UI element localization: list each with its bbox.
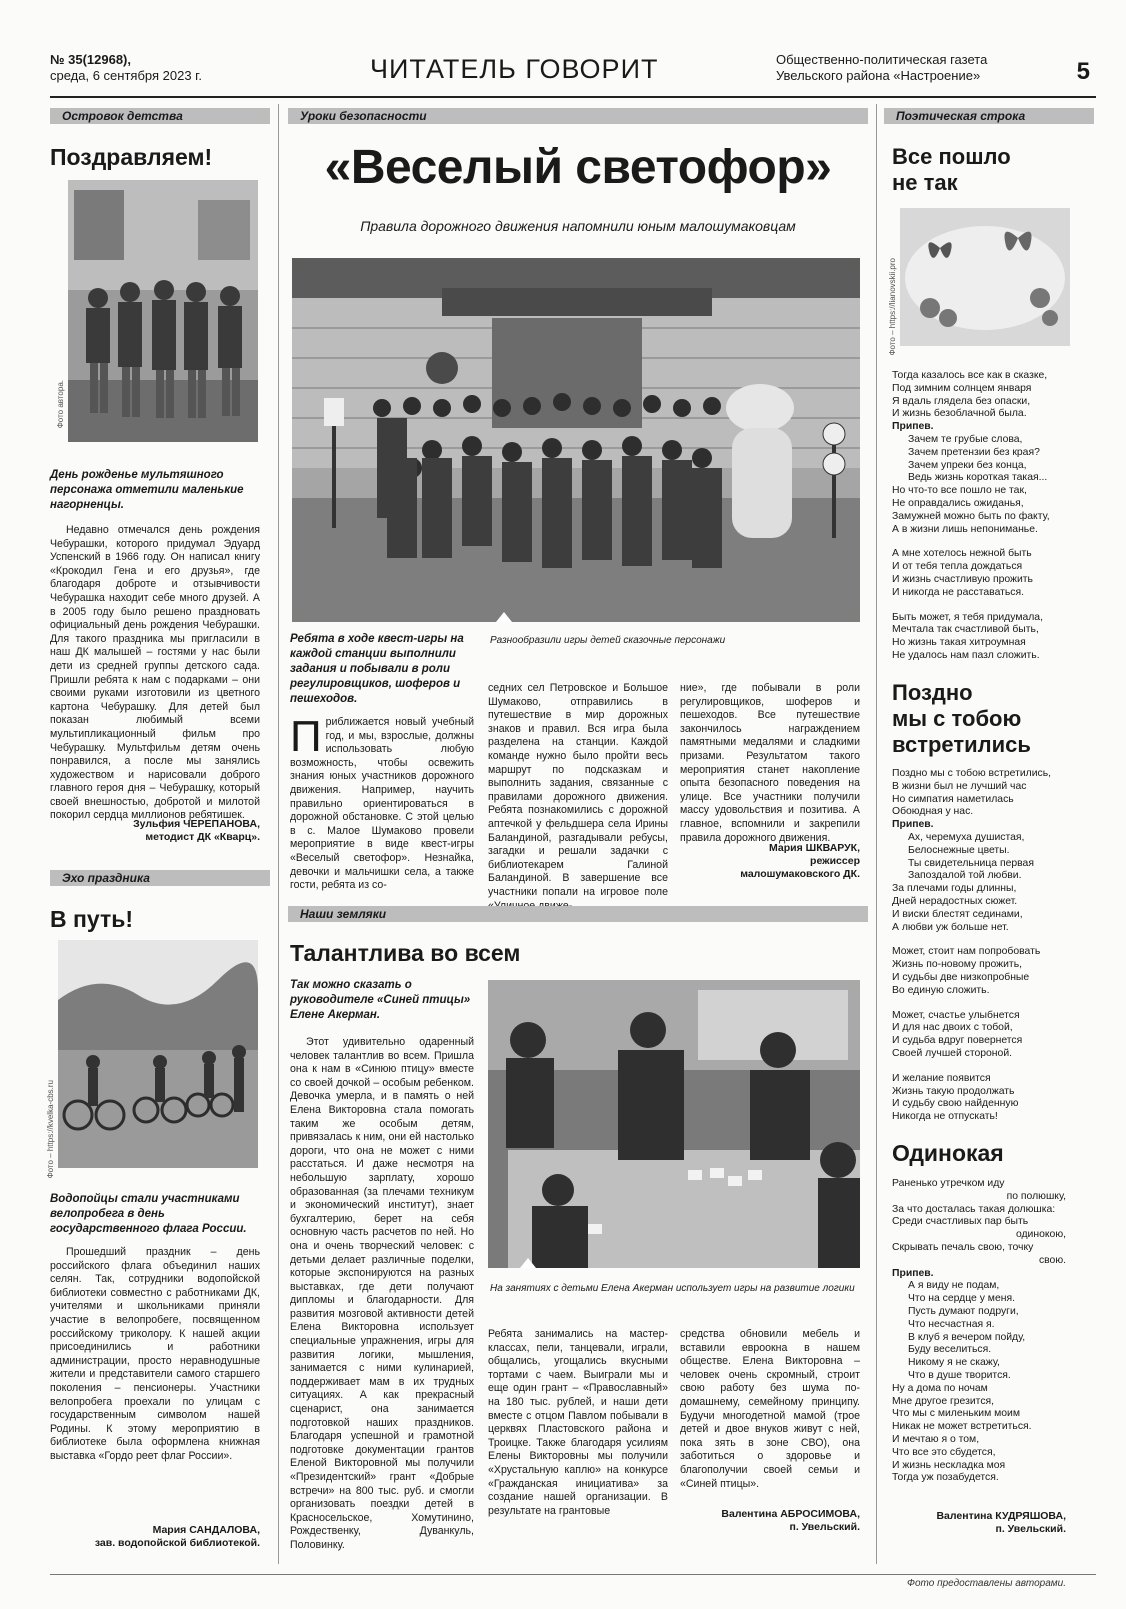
poem-line: Скрывать печаль свою, точку xyxy=(892,1241,1034,1253)
poem-line: Что несчастная я. xyxy=(908,1318,995,1330)
footer-photo-credit: Фото предоставлены авторами. xyxy=(907,1578,1066,1589)
center-top-body-col2-text: седних сел Петровское и Большое Шумаково, отправились в путешествие в мир дорожных знаков и правил. Вся игра была разделена на станции. Каждой команде нужно было пройти весь маршрут по подсказкам и выполнить задания, связанные с правилами дорожного движения. Ребята познакомились с дорожной аптечкой у фельдшера села Ирины Баландиной, разгадывали ребусы, загадки и решали задачки с библиотекарем Галиной Баландиной. В завершение все участники попали на игровое поле xyxy=(488,682,668,898)
left-bottom-body-text: Прошедший праздник – день российского флага объединил наших селян. Так, сотрудники водопойской библиотеки совместно с работниками ДК, учителями и школьниками приняли участие в велопробеге, посвященном российскому триколору. К нашей акции присоединились и работники администрации, просто неравнодушные жители и представители самого старшего поколения – пенсионеры. Участники велопробега проехали по улицам с государственным символом нашей Родины. К этому мероприятию в библиотеке была оформлена книжная выставка «Гордо реет флаг России». xyxy=(50,1246,260,1462)
poem-line: Может, счастье улыбнется xyxy=(892,1009,1020,1021)
poem-line xyxy=(892,998,1092,1010)
poem-line: Но что-то все пошло не так, xyxy=(892,485,1027,497)
poem-line: Белоснежные цветы. xyxy=(908,844,1010,856)
poem-line: Жизнь такую продолжать xyxy=(892,1085,1015,1097)
poem-line: И мечтаю я о том, xyxy=(892,1433,980,1445)
poem-line: За что досталась такая долюшка: xyxy=(892,1203,1056,1215)
section-label-center-top: Уроки безопасности xyxy=(288,108,868,124)
bike-ride-photo xyxy=(58,940,258,1168)
children-birthday-photo xyxy=(68,180,258,442)
center-top-lead: Ребята в ходе квест-игры на каждой станции выполнили задания и побывали в роли регулировщиков, шоферов и пешеходов. xyxy=(290,633,464,705)
poem-line: Дней нерадостных сюжет. xyxy=(892,895,1018,907)
poem-line: Быть может, я тебя придумала, xyxy=(892,611,1043,623)
poem-line: Я вдаль глядела без опаски, xyxy=(892,395,1031,407)
poem-line: Раненько утречком иду xyxy=(892,1178,1005,1189)
signature-name: Мария ШКВАРУК, xyxy=(769,842,860,854)
poem-line: И желание появится xyxy=(892,1072,991,1084)
signature-name: Валентина АБРОСИМОВА, xyxy=(721,1508,860,1520)
poem-line xyxy=(892,600,1092,612)
center-top-body-col1 xyxy=(290,712,474,893)
poem-line: по полюшку, xyxy=(1006,1190,1066,1202)
poem-line: Припев. xyxy=(892,421,934,433)
signature-name: Зульфия ЧЕРЕПАНОВА, xyxy=(133,818,260,830)
photo-credit-left-bottom: Фото – https://kvelka-cbs.ru xyxy=(46,1080,55,1179)
poem-line: Ну а дома по ночам xyxy=(892,1382,988,1394)
poem-line: И никогда не расставаться. xyxy=(892,586,1024,598)
poem-line: Зачем те грубые слова, xyxy=(908,433,1023,445)
poem-line: Среди счастливых пар быть xyxy=(892,1216,1029,1228)
poem-line: И от тебя тепла дождаться xyxy=(892,561,1023,573)
paper-name xyxy=(776,52,1036,84)
poem-line: Ты свидетельница первая xyxy=(908,857,1034,869)
poem-line: Обоюдная у нас. xyxy=(892,806,974,818)
issue-number: № 35(12968), xyxy=(50,52,131,67)
poem-line: Зачем упреки без конца, xyxy=(908,459,1027,471)
poem-line: И судьба вдруг повернется xyxy=(892,1035,1023,1047)
poem-line: За плечами годы длинны, xyxy=(892,883,1017,895)
center-bottom-lead: Так можно сказать о руководителе «Синей птицы» Елене Акерман. xyxy=(290,979,471,1021)
left-bottom-signature xyxy=(50,1524,260,1550)
paper-name-line1: Общественно-политическая газета xyxy=(776,52,988,67)
column-divider-left xyxy=(278,104,279,1564)
poem2-text xyxy=(892,768,1092,1124)
issue-date: среда, 6 сентября 2023 г. xyxy=(50,68,202,83)
poem-line: Никогда не отпускать! xyxy=(892,1111,998,1123)
signature-name: Валентина КУДРЯШОВА, xyxy=(936,1510,1066,1522)
poem2-title-line1: Поздно xyxy=(892,680,973,705)
poem-line: Мне другое грезится, xyxy=(892,1395,995,1407)
center-bottom-caption: На занятиях с детьми Елена Акерман использует игры на развитие логики xyxy=(490,1283,855,1294)
photo-pointer xyxy=(520,1258,536,1268)
poem1-text xyxy=(892,370,1092,663)
poem-line: Жизнь по-новому прожить, xyxy=(892,959,1022,971)
left-top-headline: Поздравляем! xyxy=(50,144,213,170)
poem-line: Ах, черемуха душистая, xyxy=(908,831,1025,843)
center-bottom-body-col1-text: Этот удивительно одаренный человек талантлив во всем. Пришла она к нам в «Синюю птицу» вместе со своей дочкой – особым ребенком. Девочка умерла, и в память о ней Елена Викторовна стала помогать таким же особым детям, привязалась к ним, они ей настолько дороги, что она не может с ними расстаться. И даже несмотря на небольшую зарплату, хорошо образованная (за плечами техникум и экономический институт), знает бухгалтерию, берет на себя основную часть расчетов по ней. Но она и очень творческий человек: с детьми делает различные поделки, которые экспонируются на разных выставках, где дети получают дипломы и благодарности. Для развития мозговой активности детей Елена Викторовна использует специальные упражнения, игры для развития логики, мышления, занимается с ними кулинарией, поддерживает мам в их трудных ситуациях. А как прекрасный сценарист, она занимается подготовкой наших праздников. Благодаря успешной и грамотной подготовке документации грантов Еленой Викторовной мы получили «Президентский» грант «Добрые встречи» на 800 тыс. руб. и смогли организовать поездки детей в Красносельское, Хомутинино, Рождественку, Дуванкуль, Половинку. xyxy=(290,1036,474,1551)
poem-line: Не оправдались ожиданья, xyxy=(892,497,1024,509)
center-top-subhead: Правила дорожного движения напомнили юным малошумаковцам xyxy=(360,218,796,234)
poem2-title-line3: встретились xyxy=(892,732,1031,757)
center-bottom-body-col1 xyxy=(290,1036,474,1553)
poem-line: Зачем претензии без края? xyxy=(908,446,1040,458)
poem-line: И судьбу свою найденную xyxy=(892,1098,1019,1110)
poem-line: Пусть думают подруги, xyxy=(908,1305,1019,1317)
left-top-body-text: Недавно отмечался день рождения Чебурашки, которого придумал Эдуард Успенский в 1966 году. Он написал книгу «Крокодил Гена и его друзья», где благодаря доброте и отзывчивости Чебурашка находит себе много друзей. А в 2005 году было решено праздновать официальный день рождения Чебурашки. Для такого праздника мы пригласили в наш ДК малышей – гостями у нас были дети из средней группы детского сада. Пришли ребята к нам с подарками – они своими руками изготовили из цветного картона Чебурашку. Для детей был показан любимый всеми мультипликационный фильм про Чебурашку. Мультфильм детям очень понравился, а после мы занялись художеством и нарисовали доброго главного героя дня – Чебурашку, который своей внешностью, добротой и милотой покорил сердца миллионов ребятишек. xyxy=(50,524,260,822)
butterflies-photo xyxy=(900,208,1070,346)
poem3-text xyxy=(892,1178,1066,1485)
center-bottom-headline: Талантлива во всем xyxy=(290,940,521,966)
left-top-signature xyxy=(50,818,260,844)
poem-line: Что на сердце у меня. xyxy=(908,1293,1015,1305)
left-top-lead: День рожденье мультяшного персонажа отметили маленькие нагорненцы. xyxy=(50,469,244,511)
page-number: 5 xyxy=(1076,58,1090,85)
center-top-signature xyxy=(680,842,860,881)
poem-line: Поздно мы с тобою встретились, xyxy=(892,768,1052,779)
poem-line: Припев. xyxy=(892,1267,934,1279)
center-top-body-col2 xyxy=(488,682,668,913)
poem-line: Что мы с миленьким моим xyxy=(892,1408,1021,1420)
center-bottom-body-col2 xyxy=(488,1328,668,1518)
traffic-light-event-photo xyxy=(292,258,860,622)
poem-line: одинокою, xyxy=(1015,1229,1066,1241)
left-bottom-body xyxy=(50,1246,260,1464)
poem-line: Может, стоит нам попробовать xyxy=(892,946,1041,958)
poem-line: Припев. xyxy=(892,819,934,831)
poem-line xyxy=(892,536,1092,548)
signature-role: зав. водопойской библиотекой. xyxy=(94,1537,260,1549)
poem-line: Запоздалой той любви. xyxy=(908,870,1022,882)
photo-credit-left-top: Фото автора. xyxy=(56,380,65,429)
poem-line: И судьбы две низкопробные xyxy=(892,971,1030,983)
poem-line: И жизнь счастливую прожить xyxy=(892,573,1033,585)
signature-place: п. Увельский. xyxy=(995,1523,1066,1535)
poem-line: Но симпатия наметилась xyxy=(892,793,1014,805)
center-top-headline: «Веселый светофор» xyxy=(324,141,832,194)
section-label-left-top: Островок детства xyxy=(50,108,270,124)
page-title: ЧИТАТЕЛЬ ГОВОРИТ xyxy=(370,54,659,84)
poem-line: И для нас двоих с тобой, xyxy=(892,1022,1013,1034)
poem-line: И виски блестят сединами, xyxy=(892,908,1023,920)
poem-line: Буду веселиться. xyxy=(908,1344,992,1356)
photo-credit-right: Фото – https://lianovskii.pro xyxy=(888,258,897,356)
center-bottom-body-col3-text: средства обновили мебель и вставили евроокна в нашем обществе. Елена Викторовна – человек очень скромный, строит свою работу без шума по-домашнему, семейному принципу. Будучи многодетной мамой (трое детей и двое внуков живут с ней, пока зять в зоне СВО), она заботиться о здоровье и благополучии своей семьи и «Синей птицы». xyxy=(680,1328,860,1490)
logic-games-photo xyxy=(488,980,860,1268)
poem-line: Под зимним солнцем января xyxy=(892,382,1032,394)
poem-line: А я виду не подам, xyxy=(908,1280,1000,1292)
poem-line: Что все это сбудется, xyxy=(892,1446,996,1458)
poem-line xyxy=(892,934,1092,946)
signature-place: п. Увельский. xyxy=(789,1521,860,1533)
signature-place: малошумаковского ДК. xyxy=(740,868,860,880)
center-top-caption: Разнообразили игры детей сказочные персонажи xyxy=(490,635,726,646)
poem3-title: Одинокая xyxy=(892,1140,1004,1166)
center-top-body-col1-text: риближается новый учебный год, и мы, взрослые, должны использовать любую возможность, чтобы освежить знания юных участников дорожного движения. Например, научить правильно ориентироваться в дорожной обстановке. С этой целью в с. Малое Шумаково провели мероприятие в виде квест-игры «Веселый светофор». Незнайка, девочки и мальчишки села, а также гости, ребята из со- xyxy=(290,716,474,892)
poem1-title-line2: не так xyxy=(892,170,958,195)
masthead xyxy=(50,50,1096,92)
photo-pointer xyxy=(496,612,512,622)
paper-name-line2: Увельского района «Настроение» xyxy=(776,68,981,83)
poem-line: Никому я не скажу, xyxy=(908,1357,1000,1369)
center-bottom-body-col3 xyxy=(680,1328,860,1491)
left-top-body xyxy=(50,524,260,823)
right-signature xyxy=(880,1510,1066,1536)
poem-line: А любви уж больше нет. xyxy=(892,921,1009,933)
column-divider-right xyxy=(876,104,877,1564)
poem1-title xyxy=(892,144,1011,196)
poem-line: Мечтала так счастливой быть, xyxy=(892,624,1039,636)
footer-rule xyxy=(50,1574,1096,1575)
signature-role: режиссер xyxy=(810,855,860,867)
poem-line: Своей лучшей стороной. xyxy=(892,1047,1013,1059)
poem-line: А мне хотелось нежной быть xyxy=(892,548,1032,560)
poem2-title-line2: мы с тобою xyxy=(892,706,1022,731)
signature-role: методист ДК «Кварц». xyxy=(145,831,260,843)
poem1-title-line1: Все пошло xyxy=(892,144,1011,169)
poem-line xyxy=(892,1061,1092,1073)
poem-line: Никак не может встретиться. xyxy=(892,1421,1032,1433)
poem-line: Тогда казалось все как в сказке, xyxy=(892,370,1048,381)
center-bottom-signature xyxy=(680,1508,860,1534)
poem-line: Тогда уж позабудется. xyxy=(892,1472,999,1484)
poem-line: И жизнь нескладка моя xyxy=(892,1459,1006,1471)
signature-name: Мария САНДАЛОВА, xyxy=(152,1524,260,1536)
section-label-left-bottom: Эхо праздника xyxy=(50,870,270,886)
poem-line: Что в душе творится. xyxy=(908,1369,1011,1381)
poem-line: А в жизни лишь непониманье. xyxy=(892,523,1038,535)
poem-line: В клуб я вечером пойду, xyxy=(908,1331,1026,1343)
drop-cap: П xyxy=(290,712,322,761)
center-top-body-col3-text: ние», где побывали в роли регулировщиков, шоферов и пешеходов. Все путешествие закончилось награждением памятными медалями и сладкими призами. Результатом такого мероприятия станет накопление опыта безопасного поведения на улице. Все участники получили массу удовольствия и позитива. А главное, вспомнили и закрепили правила дорожного движения. xyxy=(680,682,860,844)
poem-line: Ведь жизнь короткая такая... xyxy=(908,472,1048,484)
center-bottom-body-col2-text: Ребята занимались на мастер-классах, пели, танцевали, играли, общались, угощались вкусными тортами с чаем. Выиграли мы и еще один грант – «Православный» на 180 тыс. рублей, и наши дети вместе с отцом Павлом побывали в церквях Пластовского района и Троицке. Также благодаря усилиям Елены Викторовны мы получили «Хрустальную каплю» на конкурсе «Гражданская инициатива» за создание нашей организации. В результате на грантовые xyxy=(488,1328,668,1517)
left-bottom-lead: Водопойцы стали участниками велопробега в день государственного флага России. xyxy=(50,1193,247,1235)
poem-line: И жизнь безоблачной была. xyxy=(892,408,1027,420)
poem-line: Но жизнь такая хитроумная xyxy=(892,637,1026,649)
poem-line: Не удалось нам пазл сложить. xyxy=(892,649,1040,661)
poem2-title xyxy=(892,680,1031,758)
poem-line: В жизни был не лучший час xyxy=(892,780,1027,792)
poem-line: Во единую сложить. xyxy=(892,984,990,996)
poem-line: Замужней можно быть по факту, xyxy=(892,510,1050,522)
masthead-rule xyxy=(50,96,1096,98)
left-bottom-headline: В путь! xyxy=(50,906,134,932)
section-label-right: Поэтическая строка xyxy=(884,108,1094,124)
poem-line: свою. xyxy=(1038,1254,1066,1266)
center-top-body-col3 xyxy=(680,682,860,845)
section-label-center-bottom: Наши земляки xyxy=(288,906,868,922)
